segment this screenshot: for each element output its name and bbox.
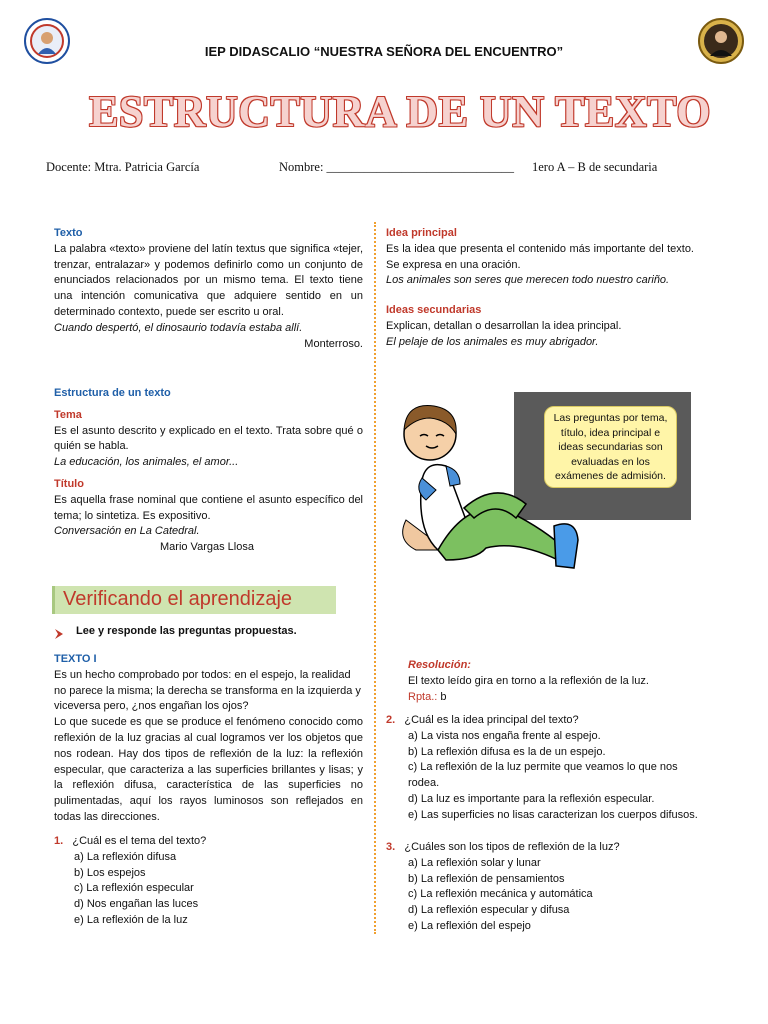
tema-heading: Tema xyxy=(54,408,82,421)
arrow-bullet-icon xyxy=(54,626,64,636)
question-2-options xyxy=(386,729,698,824)
grade-label: 1ero A – B de secundaria xyxy=(532,160,658,174)
q3-option[interactable]: d) La reflexión especular y difusa xyxy=(408,904,570,917)
q1-option[interactable]: d) Nos engañan las luces xyxy=(74,898,199,911)
idea-principal-definition: Es la idea que presenta el contenido más importante del texto. Se expresa en una oración. xyxy=(386,242,694,271)
ideas-secundarias-heading: Ideas secundarias xyxy=(386,304,482,317)
ideas-secundarias-example: El pelaje de los animales es muy abrigador. xyxy=(386,335,599,348)
estructura-block xyxy=(54,386,363,556)
q1-option[interactable]: b) Los espejos xyxy=(74,866,146,879)
ideas-secundarias-definition: Explican, detallan o desarrollan la idea principal. xyxy=(386,319,622,332)
student-name-field: Nombre: ______________________________ xyxy=(279,160,515,174)
theory-left-column xyxy=(54,226,363,352)
question-1 xyxy=(54,834,363,929)
texto-example: Cuando despertó, el dinosaurio todavía estaba allí. xyxy=(54,321,303,334)
texto-i-paragraph-1: Es un hecho comprobado por todos: en el espejo, la realidad no parece la misma; la derecha se transforma en la izquierda y viceversa pero, ¿nos engañan los ojos? xyxy=(54,668,361,713)
section-banner-title: Verificando el aprendizaje xyxy=(63,588,293,610)
resolution-text: El texto leído gira en torno a la reflexión de la luz. xyxy=(408,674,649,687)
page-title: ESTRUCTURA DE UN TEXTO xyxy=(89,87,711,136)
section-banner xyxy=(52,586,336,614)
answer-label: Rpta.: xyxy=(408,690,438,703)
texto-i-block xyxy=(54,652,363,826)
resolution-block xyxy=(408,658,698,705)
titulo-author: Mario Vargas Llosa xyxy=(160,541,254,554)
boy-illustration xyxy=(386,400,586,576)
instruction-text: Lee y responde las preguntas propuestas. xyxy=(76,625,297,637)
theory-right-column xyxy=(386,226,694,351)
texto-author: Monterroso. xyxy=(304,337,363,350)
estructura-heading: Estructura de un texto xyxy=(54,387,171,399)
texto-i-heading: TEXTO I xyxy=(54,653,97,665)
tema-definition: Es el asunto descrito y explicado en el texto. Trata sobre qué o quién se habla. xyxy=(54,424,363,453)
question-1-number: 1. xyxy=(54,835,64,847)
titulo-example: Conversación en La Catedral. xyxy=(54,525,200,538)
q2-option[interactable]: b) La reflexión difusa es la de un espejo. xyxy=(408,745,606,758)
tema-example: La educación, los animales, el amor... xyxy=(54,456,239,469)
idea-principal-example: Los animales son seres que merecen todo nuestro cariño. xyxy=(386,274,670,287)
answer-value: b xyxy=(440,690,447,703)
texto-definition: La palabra «texto» proviene del latín textus que significa «tejer, trenzar, entralazar» y podemos definirlo como un conjunto de enunciados relacionados por un mismo tema. El texto tiene una intención comunicativa que adquiere sentido en un determinado contexto, puede ser escrito u oral. xyxy=(54,242,363,318)
question-3-text: ¿Cuáles son los tipos de reflexión de la luz? xyxy=(404,841,620,853)
question-1-options xyxy=(54,850,363,929)
texto-heading: Texto xyxy=(54,227,83,239)
question-1-text: ¿Cuál es el tema del texto? xyxy=(72,835,207,847)
question-3-number: 3. xyxy=(386,841,396,853)
texto-i-paragraph-2: Lo que sucede es que se produce el fenómeno conocido como reflexión de la luz gracias al cual logramos ver los objetos que nos rodean. Hay dos tipos de reflexión de la luz: la reflexión especular, que caracteriza a las superficies brillantes y lisas; y la reflexión difusa, característica de las superficies no pulimentadas, aquí los rayos luminosos son reflejados en todas las direcciones. xyxy=(54,716,363,823)
q3-option[interactable]: c) La reflexión mecánica y automática xyxy=(408,888,593,901)
question-3 xyxy=(386,840,698,935)
q1-option[interactable]: e) La reflexión de la luz xyxy=(74,913,188,926)
question-3-options xyxy=(386,856,698,935)
school-name: IEP DIDASCALIO “NUESTRA SEÑORA DEL ENCUENTRO” xyxy=(204,44,564,59)
resolution-label: Resolución: xyxy=(408,659,471,671)
q1-option[interactable]: a) La reflexión difusa xyxy=(74,850,177,863)
q2-option[interactable]: d) La luz es importante para la reflexión especular. xyxy=(408,792,655,805)
q1-option[interactable]: c) La reflexión especular xyxy=(74,882,194,895)
column-divider xyxy=(374,222,376,934)
speech-bubble: Las preguntas por tema, título, idea principal e ideas secundarias son evaluadas en los exámenes de admisión. xyxy=(544,406,677,488)
teacher-name: Docente: Mtra. Patricia García xyxy=(46,160,200,174)
q2-option[interactable]: c) La reflexión de la luz permite que veamos lo que nos rodea. xyxy=(408,761,678,790)
q3-option[interactable]: a) La reflexión solar y lunar xyxy=(408,856,541,869)
q3-option[interactable]: e) La reflexión del espejo xyxy=(408,919,531,932)
q2-option[interactable]: a) La vista nos engaña frente al espejo. xyxy=(408,729,601,742)
question-2 xyxy=(386,713,698,824)
titulo-heading: Título xyxy=(54,477,84,490)
titulo-definition: Es aquella frase nominal que contiene el asunto específico del tema; lo sintetiza. Es expositivo. xyxy=(54,493,363,522)
q3-option[interactable]: b) La reflexión de pensamientos xyxy=(408,872,565,885)
idea-principal-heading: Idea principal xyxy=(386,227,457,239)
question-2-text: ¿Cuál es la idea principal del texto? xyxy=(404,714,579,726)
question-2-number: 2. xyxy=(386,714,396,726)
q2-option[interactable]: e) Las superficies no lisas caracterizan los cuerpos difusos. xyxy=(408,808,698,821)
